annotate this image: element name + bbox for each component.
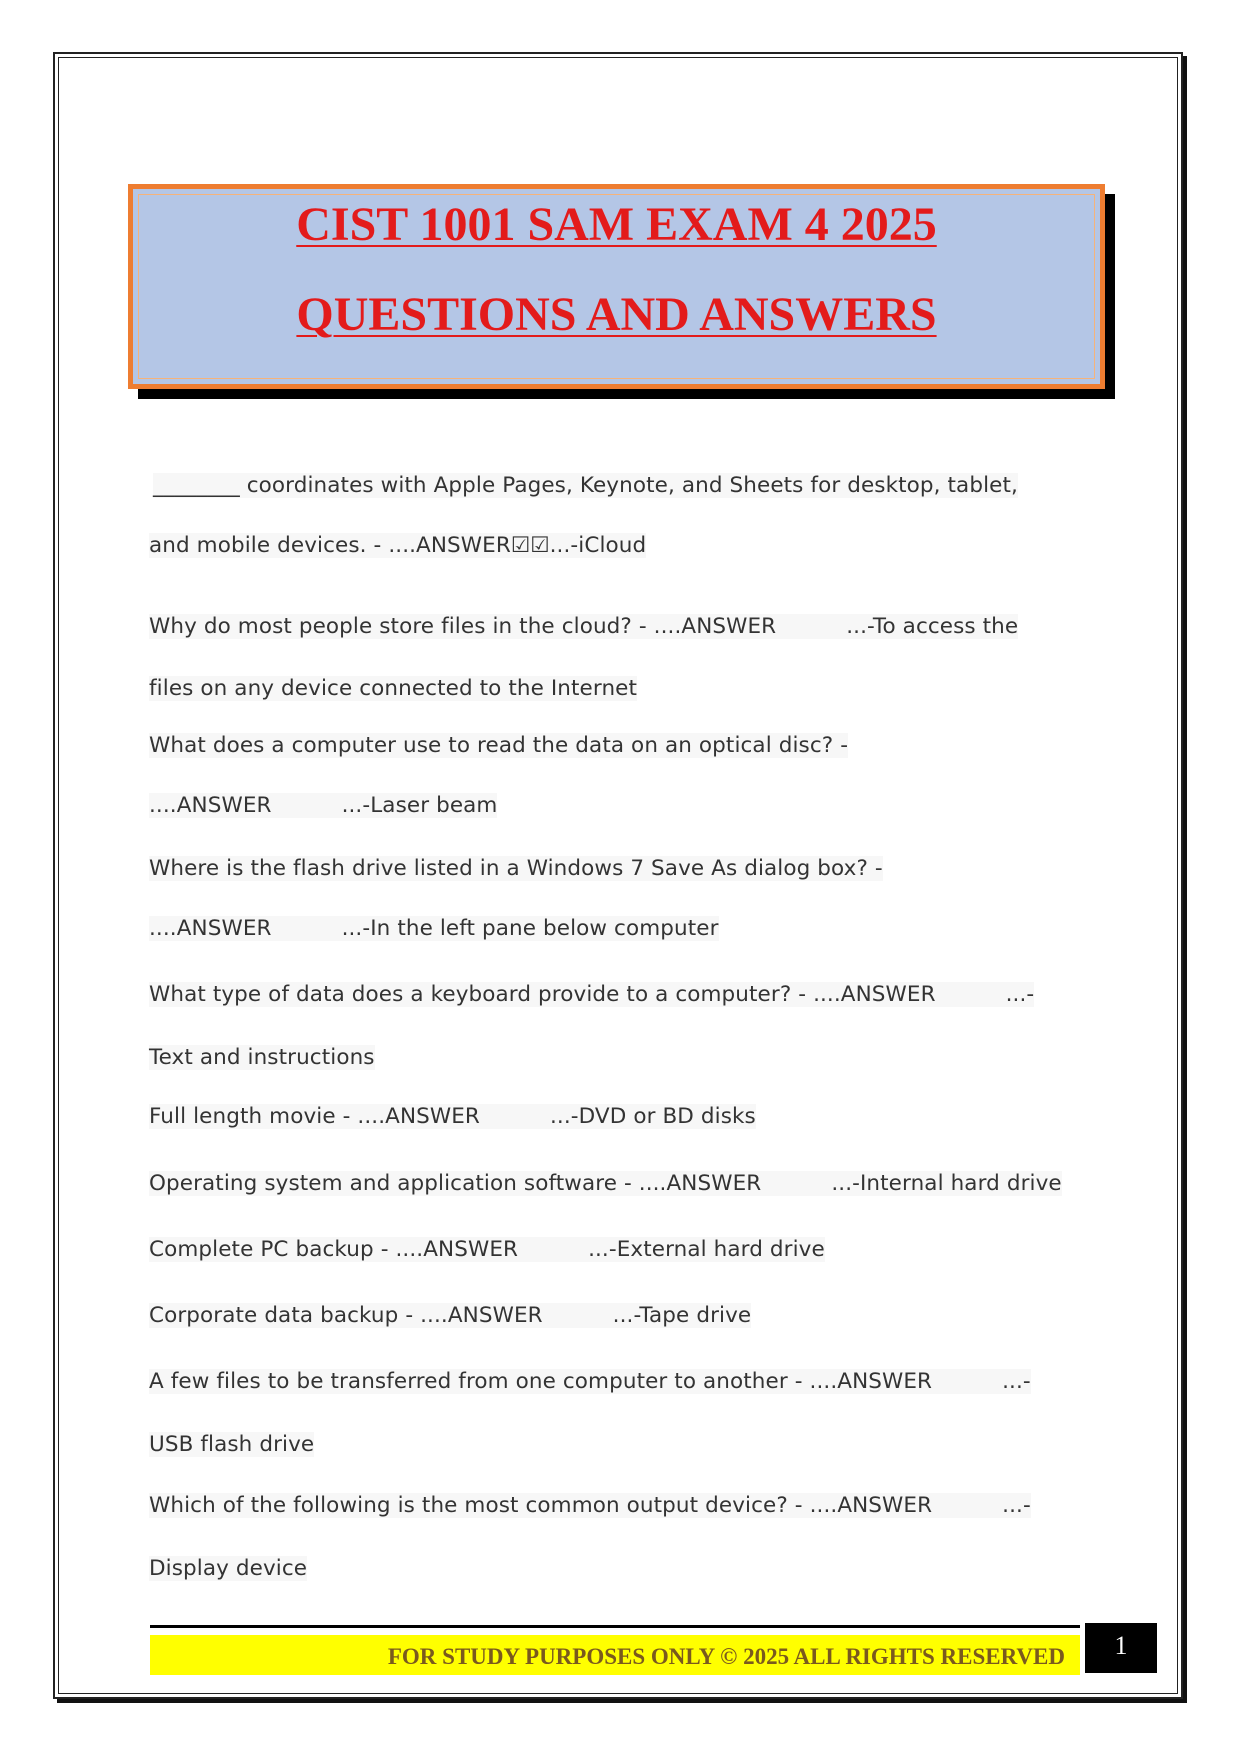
question-10-line-2: USB flash drive (149, 1432, 315, 1457)
question-3-line-1: What does a computer use to read the data on an optical disc? - (149, 733, 849, 758)
question-2-line-2: files on any device connected to the Internet (149, 676, 638, 701)
question-2-line-1: Why do most people store files in the cloud? - ....ANSWER ...-To access the (149, 614, 1019, 639)
title-line-2: QUESTIONS AND ANSWERS (296, 288, 937, 341)
page-number: 1 (1085, 1623, 1157, 1673)
page-border-shadow (57, 1699, 1187, 1703)
question-8: Complete PC backup - ....ANSWER ...-External hard drive (149, 1237, 825, 1262)
page-border-shadow (1183, 56, 1187, 1703)
question-5-line-1: What type of data does a keyboard provide to a computer? - ....ANSWER ...- (149, 982, 1035, 1007)
question-5-line-2: Text and instructions (149, 1045, 375, 1070)
question-3-line-2: ....ANSWER ...-Laser beam (149, 793, 498, 818)
title-box (128, 184, 1105, 389)
question-11-line-2: Display device (149, 1556, 308, 1581)
question-9: Corporate data backup - ....ANSWER ...-Tape drive (149, 1303, 752, 1328)
footer-rule (150, 1625, 1080, 1628)
question-1-line-1: ________ coordinates with Apple Pages, Keynote, and Sheets for desktop, tablet, (153, 473, 1018, 498)
question-1-line-2: and mobile devices. - ....ANSWER☑☑...-iCloud (149, 533, 647, 558)
question-4-line-2: ....ANSWER ...-In the left pane below computer (149, 916, 719, 941)
question-4-line-1: Where is the flash drive listed in a Windows 7 Save As dialog box? - (149, 856, 883, 881)
footer-text: FOR STUDY PURPOSES ONLY © 2025 ALL RIGHTS RESERVED (387, 1644, 1065, 1669)
question-11-line-1: Which of the following is the most common output device? - ....ANSWER ...- (149, 1493, 1031, 1518)
title-line-1: CIST 1001 SAM EXAM 4 2025 (296, 198, 937, 251)
question-10-line-1: A few files to be transferred from one computer to another - ....ANSWER ...- (149, 1369, 1031, 1394)
question-6: Full length movie - ....ANSWER ...-DVD or BD disks (149, 1104, 756, 1129)
question-7: Operating system and application software - ....ANSWER ...-Internal hard drive (149, 1171, 1062, 1196)
